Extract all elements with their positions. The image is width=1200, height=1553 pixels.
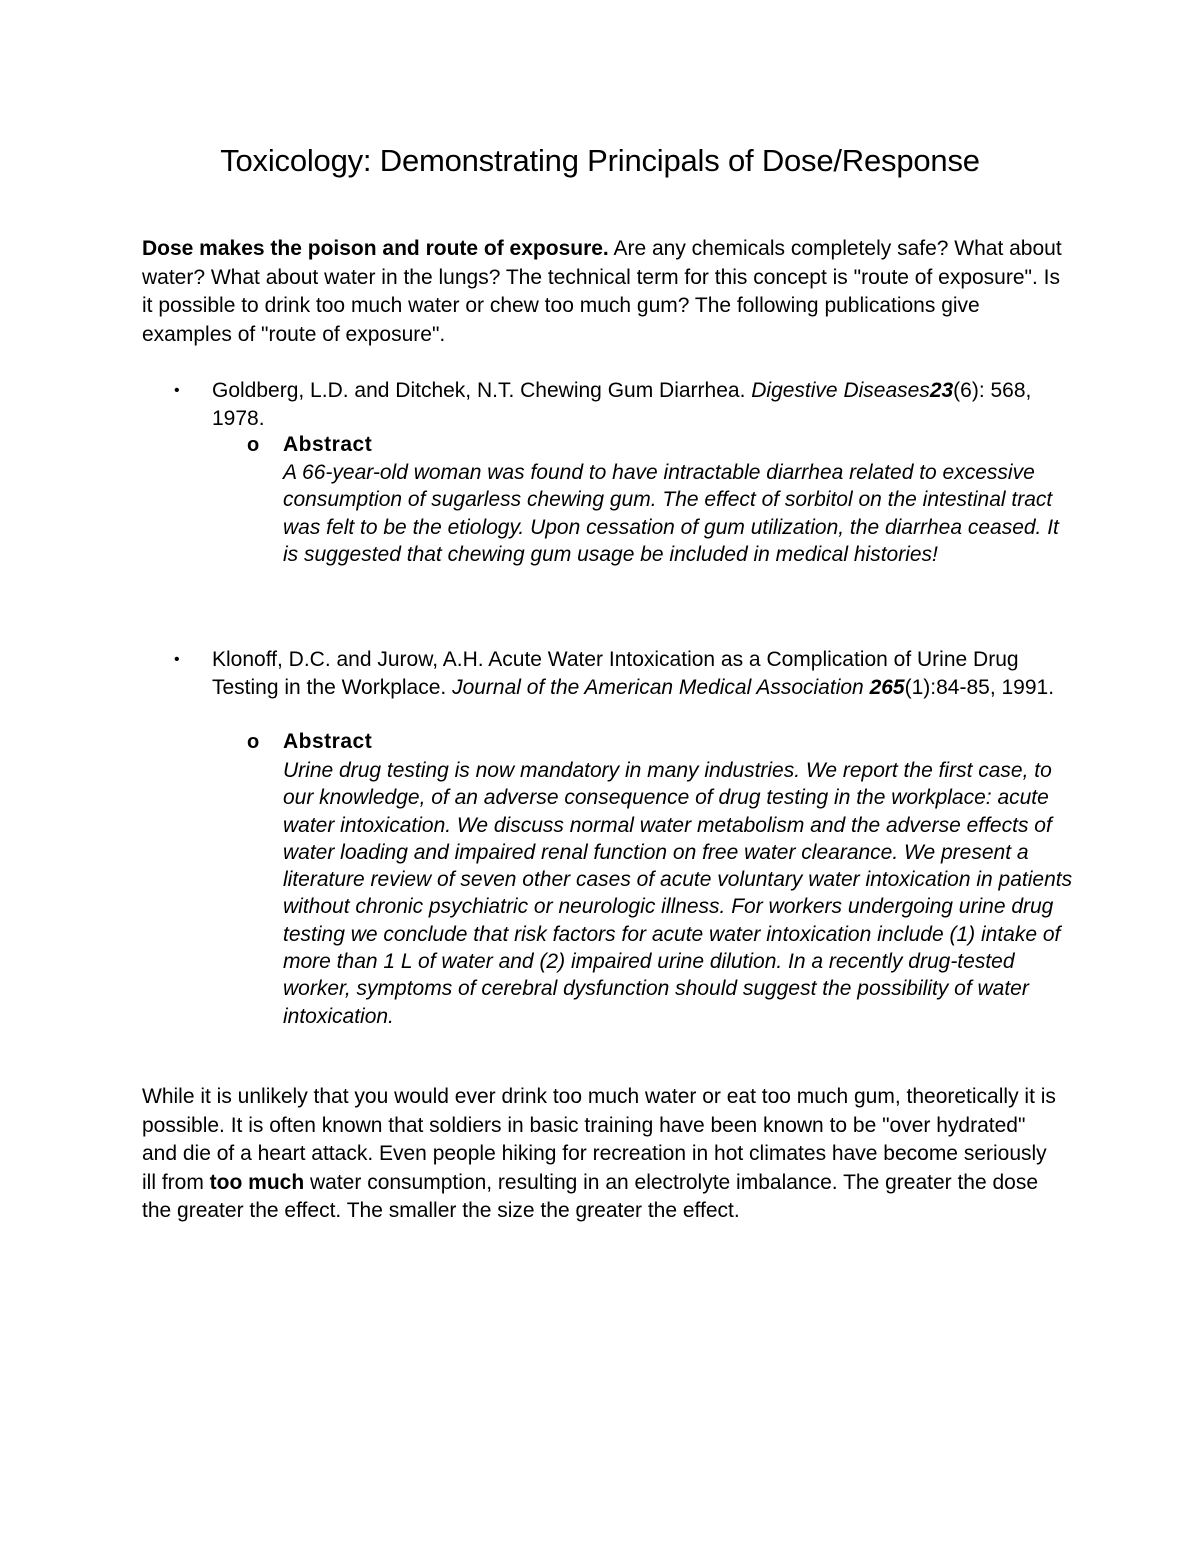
intro-lead: Dose makes the poison and route of exposure.	[142, 237, 609, 260]
citation	[212, 646, 1062, 701]
conclusion-text-end: water consumption, resulting in an electrolyte imbalance. The greater the dose the greater the effect. The smaller the size the greater the effect.	[142, 1170, 1039, 1223]
intro-paragraph	[142, 235, 1062, 349]
bullet-icon: •	[174, 382, 180, 399]
conclusion-text-start: While it is unlikely that you would ever drink too much water or eat too much gum, theoretically it is possible. It is often known that soldiers in basic training have been known to be "over hydrated" and die of a heart attack. Even people hiking for recreation in hot climates have become seriously ill from	[142, 1085, 1056, 1194]
sub-bullet-icon: o	[247, 434, 260, 456]
citation	[212, 377, 1062, 432]
abstract-heading: Abstract	[283, 433, 373, 456]
citation-journal: Journal of the American Medical Association	[452, 675, 864, 699]
abstract-text: Urine drug testing is now mandatory in many industries. We report the first case, to our knowledge, of an adverse consequence of drug testing in the workplace: acute water intoxication. We discuss normal water metabolism and the adverse effects of water loading and impaired renal function on free water clearance. We present a literature review of seven other cases of acute voluntary water intoxication in patients without chronic psychiatric or neurologic illness. For workers undergoing urine drug testing we conclude that risk factors for acute water intoxication include (1) intake of more than 1 L of water and (2) impaired urine dilution. In a recently drug-tested worker, symptoms of cerebral dysfunction should suggest the possibility of water intoxication.	[283, 759, 1073, 1028]
bullet-icon: •	[174, 651, 180, 668]
citation-issue-pages: (6): 568, 1978.	[212, 379, 1032, 430]
conclusion-emphasis: too much	[209, 1170, 305, 1194]
citation-authors-title: Klonoff, D.C. and Jurow, A.H. Acute Water Intoxication as a Complication of Urine Drug Testing in the Workplace.	[212, 648, 1019, 699]
abstract-text: A 66-year-old woman was found to have intractable diarrhea related to excessive consumption of sugarless chewing gum. The effect of sorbitol on the intestinal tract was felt to be the etiology. Upon cessation of gum utilization, the diarrhea ceased. It is suggested that chewing gum usage be included in medical histories!	[283, 461, 1059, 566]
citation-authors-title: Goldberg, L.D. and Ditchek, N.T. Chewing Gum Diarrhea.	[212, 379, 752, 402]
conclusion-paragraph	[142, 1083, 1062, 1226]
sub-bullet-icon: o	[247, 731, 260, 753]
citation-volume: 265	[869, 675, 905, 699]
page-title: Toxicology: Demonstrating Principals of Dose/Response	[220, 143, 980, 178]
abstract-heading: Abstract	[283, 730, 373, 753]
intro-text: Are any chemicals completely safe? What about water? What about water in the lungs? The technical term for this concept is "route of exposure". Is it possible to drink too much water or chew too much gum? The following publications give examples of "route of exposure".	[142, 237, 1062, 346]
citation-journal: Digestive Diseases	[751, 379, 930, 402]
citation-volume: 23	[929, 379, 954, 402]
citation-issue-pages: (1):84-85, 1991.	[904, 675, 1055, 699]
